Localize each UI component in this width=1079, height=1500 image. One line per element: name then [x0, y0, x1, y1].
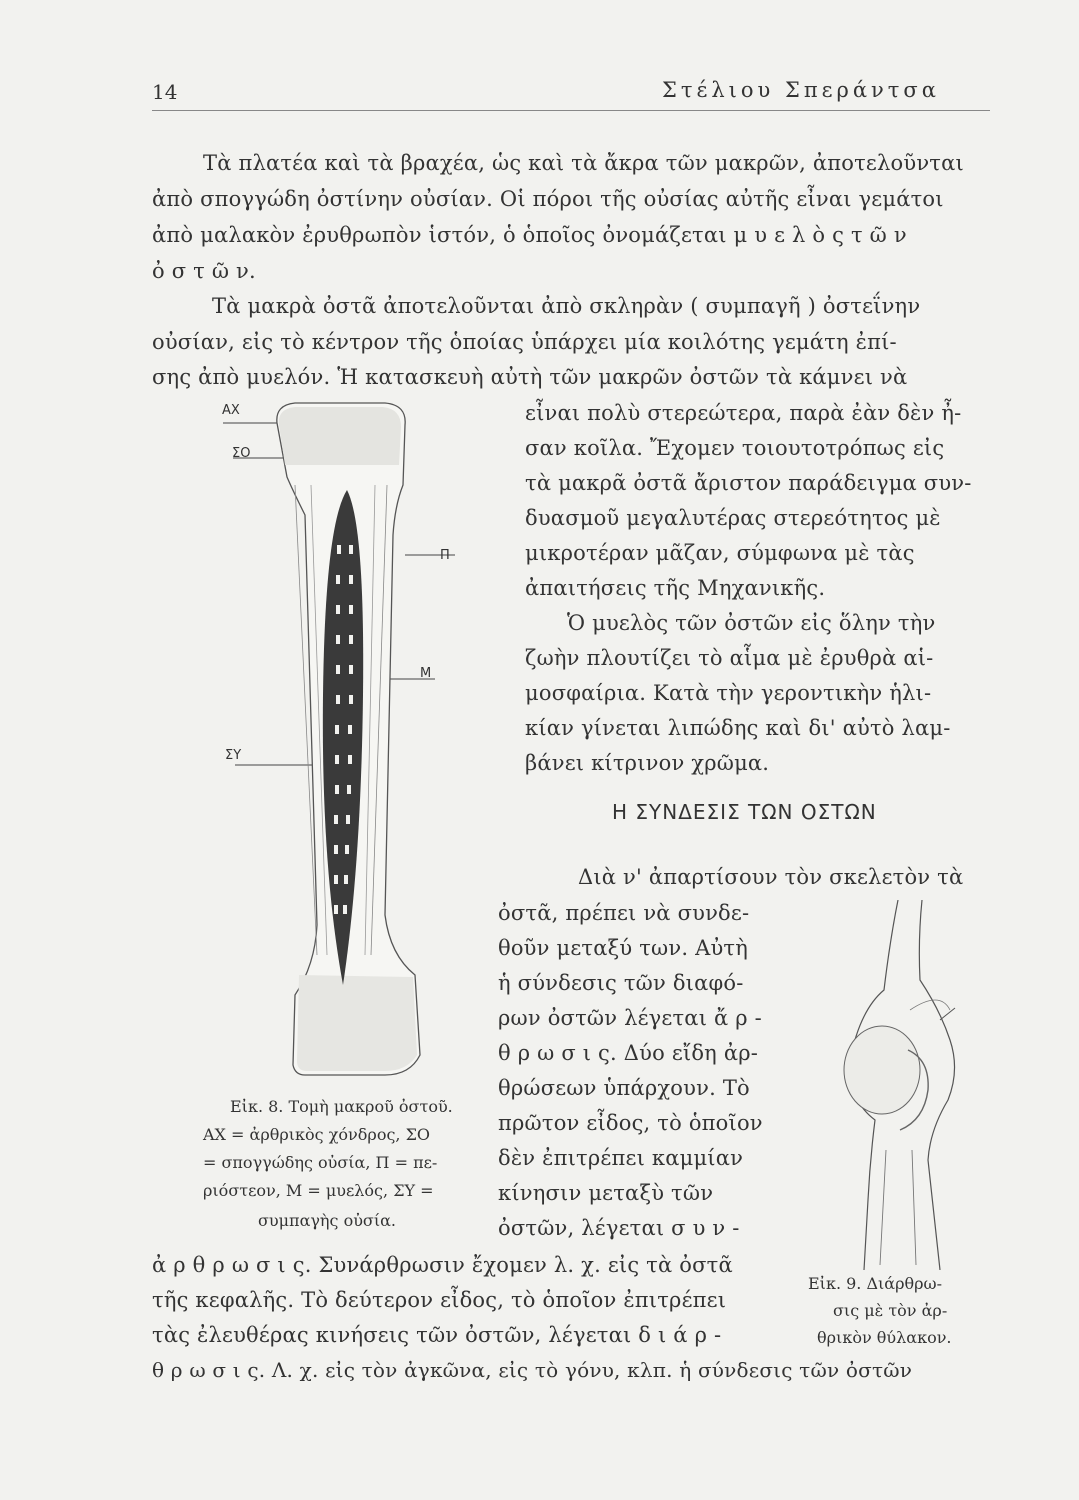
figure-8-label-so: ΣΟ — [232, 446, 251, 461]
text-line: ἀ ρ θ ρ ω σ ι ς. Συνάρθρωσιν ἔχομεν λ. χ. εἰς τὰ ὀστᾶ — [152, 1253, 733, 1277]
text-line: σης ἀπὸ μυελόν. Ἡ κατασκευὴ αὐτὴ τῶν μακρῶν ὀστῶν τὰ κάμνει νὰ — [152, 365, 908, 389]
figure-8-caption-line: συμπαγὴς οὐσία. — [258, 1211, 397, 1230]
text-line: κίνησιν μεταξὺ τῶν — [498, 1181, 714, 1205]
figure-8-caption-line: Εἰκ. 8. Τομὴ μακροῦ ὀστοῦ. — [230, 1097, 453, 1116]
text-line: ὀ σ τ ῶ ν. — [152, 259, 256, 283]
text-line: ζωὴν πλουτίζει τὸ αἷμα μὲ ἐρυθρὰ αἱ- — [525, 646, 934, 670]
figure-8-caption-line: ριόστεον, Μ = μυελός, ΣΥ = — [203, 1181, 434, 1200]
text-line: δυασμοῦ μεγαλυτέρας στερεότητος μὲ — [525, 506, 941, 530]
page-number: 14 — [152, 80, 178, 104]
running-head-author: Στέλιου Σπεράντσα — [662, 78, 940, 102]
text-line: ἀπὸ σπογγώδη ὀστίνην οὐσίαν. Οἱ πόροι τῆς οὐσίας αὐτῆς εἶναι γεμάτοι — [152, 187, 944, 211]
text-line: πρῶτον εἶδος, τὸ ὁποῖον — [498, 1111, 763, 1135]
text-line: Ὁ μυελὸς τῶν ὀστῶν εἰς ὅλην τὴν — [567, 611, 936, 635]
text-line: θ ρ ω σ ι ς. Λ. χ. εἰς τὸν ἀγκῶνα, εἰς τὸ γόνυ, κλπ. ἡ σύνδεσις τῶν ὀστῶν — [152, 1358, 913, 1382]
text-line: κίαν γίνεται λιπώδης καὶ δι' αὐτὸ λαμ- — [525, 716, 951, 740]
text-line: τὰ μακρᾶ ὀστᾶ ἄριστον παράδειγμα συν- — [525, 471, 972, 495]
text-line: μικροτέραν μᾶζαν, σύμφωνα μὲ τὰς — [525, 541, 915, 565]
text-line: θ ρ ω σ ι ς. Δύο εἴδη ἀρ- — [498, 1041, 759, 1065]
text-line: ὀστῶν, λέγεται σ υ ν - — [498, 1216, 740, 1240]
text-line: θοῦν μεταξύ των. Αὐτὴ — [498, 936, 749, 960]
text-line: θρώσεων ὑπάρχουν. Τὸ — [498, 1076, 750, 1100]
text-line: δὲν ἐπιτρέπει καμμίαν — [498, 1146, 744, 1170]
figure-8-label-p: Π — [440, 548, 450, 563]
figure-8-label-m: Μ — [420, 666, 432, 681]
figure-8-label-ax: ΑΧ — [222, 403, 240, 418]
figure-9-joint-illustration — [820, 900, 990, 1270]
figure-9-caption-line: θρικὸν θύλακον. — [817, 1328, 952, 1347]
figure-8-caption-line: ΑΧ = ἀρθρικὸς χόνδρος, ΣΟ — [203, 1125, 431, 1144]
text-line: ὀστᾶ, πρέπει νὰ συνδε- — [498, 901, 750, 925]
text-line: Διὰ ν' ἀπαρτίσουν τὸν σκελετὸν τὰ — [578, 865, 964, 889]
figure-8-caption-line: = σπογγώδης οὐσία, Π = πε- — [203, 1153, 438, 1172]
text-line: εἶναι πολὺ στερεώτερα, παρὰ ἐὰν δὲν ἦ- — [525, 401, 962, 425]
text-line: τῆς κεφαλῆς. Τὸ δεύτερον εἶδος, τὸ ὁποῖον ἐπιτρέπει — [152, 1288, 727, 1312]
section-heading: Η ΣΥΝΔΕΣΙΣ ΤΩΝ ΟΣΤΩΝ — [612, 800, 877, 824]
text-line: ρων ὀστῶν λέγεται ἄ ρ - — [498, 1006, 762, 1030]
text-line: ἀπὸ μαλακὸν ἐρυθρωπὸν ἱστόν, ὁ ὁποῖος ὀνομάζεται μ υ ε λ ὸ ς τ ῶ ν — [152, 223, 907, 247]
text-line: Τὰ πλατέα καὶ τὰ βραχέα, ὡς καὶ τὰ ἄκρα τῶν μακρῶν, ἀποτελοῦνται — [203, 151, 964, 175]
figure-8-bone-illustration — [215, 395, 505, 1110]
text-line: σαν κοῖλα. Ἔχομεν τοιουτοτρόπως εἰς — [525, 436, 945, 460]
header-rule — [152, 110, 990, 111]
text-line: τὰς ἐλευθέρας κινήσεις τῶν ὀστῶν, λέγεται δ ι ά ρ - — [152, 1323, 722, 1347]
text-line: Τὰ μακρὰ ὀστᾶ ἀποτελοῦνται ἀπὸ σκληρὰν ( συμπαγῆ ) ὀστεΐνην — [212, 294, 921, 318]
text-line: ἡ σύνδεσις τῶν διαφό- — [498, 971, 744, 995]
text-line: ἀπαιτήσεις τῆς Μηχανικῆς. — [525, 576, 826, 600]
text-line: βάνει κίτρινον χρῶμα. — [525, 751, 770, 775]
text-line: οὐσίαν, εἰς τὸ κέντρον τῆς ὁποίας ὑπάρχει μία κοιλότης γεμάτη ἐπί- — [152, 330, 897, 354]
figure-9-caption-line: σις μὲ τὸν ἀρ- — [833, 1301, 948, 1320]
figure-8-label-sy: ΣΥ — [225, 748, 242, 763]
figure-9-caption-line: Εἰκ. 9. Διάρθρω- — [808, 1274, 943, 1293]
text-line: μοσφαίρια. Κατὰ τὴν γεροντικὴν ἡλι- — [525, 681, 932, 705]
